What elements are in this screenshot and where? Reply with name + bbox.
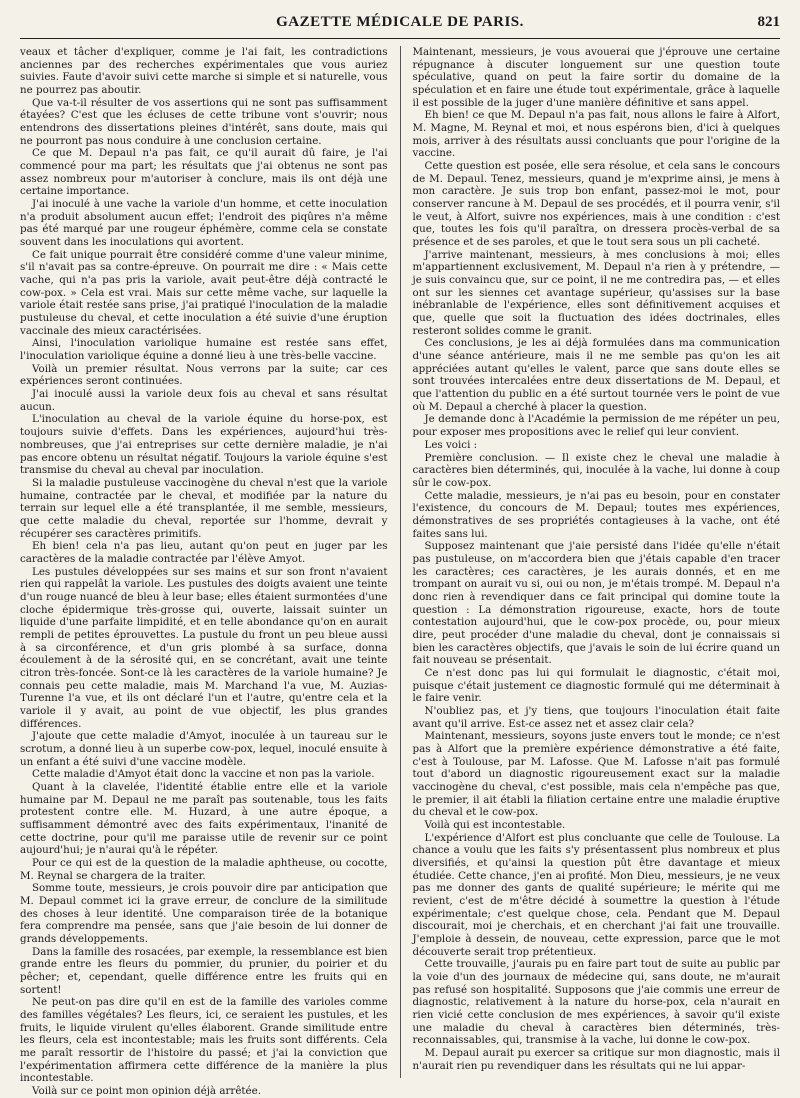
paragraph: Si la maladie pustuleuse vaccinogène du cheval n'est que la variole humaine, contractée par le cheval, et modifiée par la nature du terrain sur lequel elle a été transplantée, il me semble, messieurs, que cette maladie du cheval, reportée sur l'homme, devrait y récupérer ses caractères primitifs. — [20, 476, 388, 540]
paragraph: Ce fait unique pourrait être considéré comme d'une valeur minime, s'il n'avait pas sa contre-épreuve. On pourrait me dire : « Mais cette vache, qui n'a pas pris la variole, avait peut-être déjà contracté le cow-pox. » Cela est vrai. Mais sur cette même vache, sur laquelle la variole était restée sans prise, j'ai pratiqué l'inoculation de la maladie pustuleuse du cheval, et cette inoculation a été suivie d'une éruption vaccinale des mieux caractérisées. — [20, 248, 388, 337]
running-title: GAZETTE MÉDICALE DE PARIS. — [276, 14, 524, 30]
paragraph: J'ai inoculé à une vache la variole d'un homme, et cette inoculation n'a produit absolument aucun effet; l'endroit des piqûres n'a même pas été marqué par une rougeur éphémère, comme cela se constate souvent dans les inoculations qui avortent. — [20, 198, 388, 249]
paragraph: Cette trouvaille, j'aurais pu en faire part tout de suite au public par la voie d'un des journaux de médecine qui, sans doute, ne m'aurait pas refusé son hospitalité. Supposons que j'aie commis une erreur de diagnostic, relativement à la nature du horse-pox, cela n'aurait en rien vicié cette conclusion de mes expériences, à savoir qu'il existe une maladie du cheval à caractères bien déterminés, très-reconnaissables, qui, transmise à la vache, lui donne le cow-pox. — [412, 958, 780, 1047]
paragraph: Ces conclusions, je les ai déjà formulées dans ma communication d'une séance antérieure, mais il ne me semble pas qu'on les ait appréciées autant qu'elles le valent, parce que sans doute elles se sont trouvées intercalées entre deux dissertations de M. Depaul, et que l'attention du public en a été surtout tournée vers le point de vue où M. Depaul a cherché à placer la question. — [412, 337, 780, 413]
paragraph: J'ai inoculé aussi la variole deux fois au cheval et sans résultat aucun. — [20, 388, 388, 413]
paragraph: Voilà sur ce point mon opinion déjà arrêtée. — [32, 1085, 262, 1098]
paragraph: Pour ce qui est de la question de la maladie aphtheuse, ou cocotte, M. Reynal se chargera de la traiter. — [20, 857, 388, 882]
paragraph: Cette maladie, messieurs, je n'ai pas eu besoin, pour en constater l'existence, du concours de M. Depaul; toutes mes expériences, démonstratives de ses propriétés contagieuses à la vache, ont été faites sans lui. — [412, 489, 780, 540]
page-header — [20, 8, 780, 39]
paragraph: Supposez maintenant que j'aie persisté dans l'idée qu'elle n'était pas pustuleuse, on m'accordera bien que j'étais capable d'en tracer les caractères; ces caractères, je les aurais donnés, et en me trompant on aurait vu si, oui ou non, je m'étais trompé. M. Depaul n'a donc rien à revendiquer dans ce fait principal qui domine toute la question : La démonstration rigoureuse, exacte, hors de toute contestation aujourd'hui, que le cow-pox procède, ou, pour mieux dire, peut procéder d'une maladie du cheval, dont je connaissais si bien les caractères objectifs, que j'avais le soin de lui écrire quand un fait nouveau se présentait. — [412, 540, 780, 667]
paragraph: Voilà qui est incontestable. — [424, 818, 566, 831]
paragraph: Eh bien! cela n'a pas lieu, autant qu'on peut en juger par les caractères de la maladie contractée par l'élève Amyot. — [20, 540, 388, 565]
column-divider — [400, 46, 401, 1078]
paragraph: Eh bien! ce que M. Depaul n'a pas fait, nous allons le faire à Alfort, M. Magne, M. Reynal et moi, et nous espérons bien, d'ici à quelques mois, arriver à des résultats aussi concluants que pour l'origine de la vaccine. — [412, 109, 780, 160]
paragraph: M. Depaul aurait pu exercer sa critique sur mon diagnostic, mais il n'aurait rien pu revendiquer dans les résultats qui ne lui appar- — [412, 1047, 780, 1072]
paragraph: Première conclusion. — Il existe chez le cheval une maladie à caractères bien déterminés, qui, inoculée à la vache, lui donne à coup sûr le cow-pox. — [412, 451, 780, 489]
paragraph: Ce n'est donc pas lui qui formulait le diagnostic, c'était moi, puisque c'était justement ce diagnostic formulé qui me déterminait à le faire venir. — [412, 666, 780, 705]
paragraph: Je demande donc à l'Académie la permission de me répéter un peu, pour exposer mes propositions avec le relief qui leur convient. — [412, 413, 780, 439]
paragraph: Cette maladie d'Amyot était donc la vaccine et non pas la variole. — [32, 768, 375, 781]
paragraph: J'ajoute que cette maladie d'Amyot, inoculée à un taureau sur le scrotum, a donné lieu à un superbe cow-pox, lequel, inoculé ensuite à un enfant a été suivi d'une vaccine modèle. — [20, 730, 388, 768]
paragraph: Les voici : — [424, 438, 478, 451]
paragraph: Somme toute, messieurs, je crois pouvoir dire par anticipation que M. Depaul commet ici la grave erreur, de conclure de la similitude des choses à leur identité. Une comparaison tirée de la botanique fera comprendre ma pensée, sans que j'aie besoin de lui donner de grands développements. — [20, 882, 388, 946]
paragraph: Cette question est posée, elle sera résolue, et cela sans le concours de M. Depaul. Tenez, messieurs, quand je m'exprime ainsi, je mens à mon caractère. Je suis trop bon enfant, passez-moi le mot, pour conserver rancune à M. Depaul de ses procédés, et il pourra venir, s'il le veut, à Alfort, suivre nos expériences, mais à une condition : c'est que, toutes les fois qu'il paraîtra, on dressera procès-verbal de sa présence et de ses paroles, et que le tout sera sous un pli cacheté. — [412, 160, 780, 249]
paragraph: Les pustules développées sur ses mains et sur son front n'avaient rien qui rappelât la variole. Les pustules des doigts avaient une teinte d'un rouge nuancé de bleu à leur base; elles étaient surmontées d'une cloche épidermique très-grosse qui, ouverte, laissait suinter un liquide d'une parfaite limpidité, et en telle abondance qu'on en aurait rempli de petites éprouvettes. La pustule du front un peu bleue aussi à sa circonférence, et d'un gris plombé à sa surface, donna écoulement à de la sérosité qui, en se concrétant, avait une teinte citron très-foncée. Sont-ce là les caractères de la variole humaine? Je connais peu cette maladie, mais M. Marchand l'a vue, M. Auzias-Turenne l'a vue, et ils ont déclaré l'un et l'autre, qu'entre cela et la variole il y avait, au point de vue objectif, les plus grandes différences. — [20, 565, 388, 730]
left-column — [20, 46, 388, 1098]
text-columns — [20, 46, 780, 1098]
paragraph: Ne peut-on pas dire qu'il en est de la famille des varioles comme des familles végétales? Les fleurs, ici, ce seraient les pustules, et les fruits, le liquide virulent qu'elles élaborent. Grande similitude entre les fleurs, cela est incontestable; mais les fruits sont différents. Cela me paraît ressortir de l'histoire du passé; et j'ai la conviction que l'expérimentation affirmera cette différence de la manière la plus incontestable. — [20, 996, 388, 1085]
paragraph: Dans la famille des rosacées, par exemple, la ressemblance est bien grande entre les fleurs du pommier, du prunier, du poirier et du pêcher; et, cependant, quelle différence entre les fruits qui en sortent! — [20, 945, 388, 996]
paragraph: Maintenant, messieurs, je vous avouerai que j'éprouve une certaine répugnance à discuter longuement sur une question toute spéculative, quand on peut la faire sortir du domaine de la spéculation et en faire une étude tout expérimentale, grâce à laquelle il est possible de la juger d'une manière définitive et sans appel. — [412, 46, 780, 109]
right-column — [413, 46, 781, 1078]
paragraph: veaux et tâcher d'expliquer, comme je l'ai fait, les contradictions anciennes par des recherches expérimentales que vous auriez suivies. Faute d'avoir suivi cette marche si simple et si naturelle, vous ne pourrez pas aboutir. — [20, 46, 388, 97]
paragraph: J'arrive maintenant, messieurs, à mes conclusions à moi; elles m'appartiennent exclusivement, M. Depaul n'a rien à y prétendre, — je suis convaincu que, sur ce point, il ne me contredira pas, — et elles ont sur les siennes cet avantage supérieur, qu'assises sur la base inébranlable de l'expérience, elles sont définitivement acquises et que, quelle que soit la fluctuation des idées doctrinales, elles resteront solides comme le granit. — [412, 248, 780, 337]
paragraph: N'oubliez pas, et j'y tiens, que toujours l'inoculation était faite avant qu'il arrive. Est-ce assez net et assez clair cela? — [412, 704, 780, 730]
paragraph: Maintenant, messieurs, soyons juste envers tout le monde; ce n'est pas à Alfort que la première expérience démonstrative a été faite, c'est à Toulouse, par M. Lafosse. Que M. Lafosse n'ait pas formulé tout d'abord un diagnostic rigoureusement exact sur la maladie vaccinogène du cheval, c'est possible, mais cela n'empêche pas que, le premier, il ait établi la filiation certaine entre une maladie éruptive du cheval et le cow-pox. — [412, 730, 780, 819]
page-number: 821 — [757, 14, 780, 30]
paragraph: Voilà un premier résultat. Nous verrons par la suite; car ces expériences seront continuées. — [20, 362, 388, 388]
paragraph: Ce que M. Depaul n'a pas fait, ce qu'il aurait dû faire, je l'ai commencé pour ma part; les résultats que j'ai obtenus ne sont pas assez nombreux pour m'autoriser à conclure, mais ils ont déjà une certaine importance. — [20, 147, 388, 198]
paragraph: L'expérience d'Alfort est plus concluante que celle de Toulouse. La chance a voulu que les faits s'y présentassent plus nombreux et plus diversifiés, et qu'ainsi la question pût être davantage et mieux étudiée. Cette chance, j'en ai profité. Mon Dieu, messieurs, je ne veux pas me donner des gants de qualité supérieure; le mérite qui me revient, c'est de m'être décidé à soumettre la question à l'étude expérimentale; c'est quelque chose, cela. Pendant que M. Depaul discourait, moi je cherchais, et en cherchant j'ai fait une trouvaille. J'emploie à dessein, de nouveau, cette expression, parce que le mot découverte serait trop prétentieux. — [412, 831, 780, 958]
paragraph: Ainsi, l'inoculation variolique humaine est restée sans effet, l'inoculation variolique équine a donné lieu à une très-belle vaccine. — [20, 337, 388, 363]
paragraph: Que va-t-il résulter de vos assertions qui ne sont pas suffisamment étayées? C'est que les écluses de cette tribune vont s'ouvrir; nous entendrons des dissertations pleines d'intérêt, sans doute, mais qui ne pourront pas nous conduire à une conclusion certaine. — [20, 96, 388, 147]
paragraph: L'inoculation au cheval de la variole équine du horse-pox, est toujours suivie d'effets. Dans les expériences, aujourd'hui très-nombreuses, que j'ai entreprises sur cette dernière maladie, je n'ai pas encore obtenu un résultat négatif. Toujours la variole équine s'est transmise du cheval au cheval par inoculation. — [20, 413, 388, 477]
paragraph: Quant à la clavelée, l'identité établie entre elle et la variole humaine par M. Depaul ne me paraît pas soutenable, tous les faits protestent contre elle. M. Huzard, à une autre époque, a suffisamment démontré avec des faits expérimentaux, l'inanité de cette doctrine, pour qu'il me paraisse utile de revenir sur ce point aujourd'hui; je n'aurai qu'à le répéter. — [20, 780, 388, 857]
